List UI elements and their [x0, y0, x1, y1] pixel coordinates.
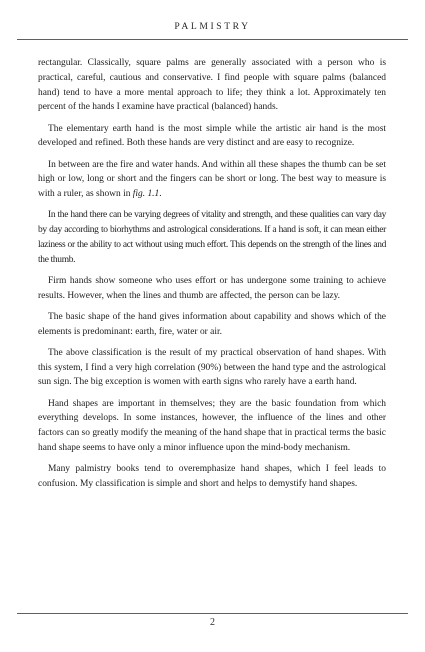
paragraph: The above classification is the result of my practical observation of hand shapes. With this system, I find a very high correlation (90%) between the hand type and the astrological sun sign. The big exception is women with earth signs who rarely have a earth hand.: [38, 347, 386, 388]
figure-reference: fig. 1.1: [132, 189, 160, 200]
paragraph: In the hand there can be varying degrees of vitality and strength, and these qualities can vary day by day according to biorhythms and astrological considerations. If a hand is soft, it can mean either laziness or the ability to act without using much effort. This depends on the strength of the lines and the thumb.: [38, 210, 386, 265]
paragraph-text: In between are the fire and water hands. And within all these shapes the thumb can be set high or low, long or short and the fingers can be short or long. The best way to measure is with a ruler, as shown in: [38, 159, 386, 200]
running-header: PALMISTRY: [174, 21, 251, 32]
paragraph: Firm hands show someone who uses effort or has undergone some training to achieve results. However, when the lines and thumb are affected, the person can be lazy.: [38, 275, 386, 301]
page-number: 2: [210, 617, 215, 628]
paragraph: Hand shapes are important in themselves; they are the basic foundation from which everything develops. In some instances, however, the influence of the lines and other factors can so greatly modify the meaning of the hand shape that in practical terms the basic hand shape seems to have only a minor influence upon the mind-body mechanism.: [38, 398, 386, 454]
paragraph-text: .: [159, 189, 162, 200]
footer-rule: [17, 613, 408, 614]
paragraph: [38, 158, 386, 202]
header-rule: [17, 39, 408, 40]
paragraph: The basic shape of the hand gives information about capability and shows which of the elements is predominant: earth, fire, water or air.: [38, 311, 386, 337]
body-text: [38, 56, 386, 498]
paragraph: Many palmistry books tend to overemphasize hand shapes, which I feel leads to confusion. My classification is simple and short and helps to demystify hand shapes.: [38, 464, 386, 490]
paragraph: rectangular. Classically, square palms are generally associated with a person who is practical, careful, cautious and conservative. I find people with square palms (balanced hand) tend to have a more mental approach to life; they think a lot. Approximately ten percent of the hands I examine have practical (balanced) hands.: [38, 58, 386, 113]
paragraph: The elementary earth hand is the most simple while the artistic air hand is the most developed and refined. Both these hands are very distinct and are easy to recognize.: [38, 123, 386, 149]
